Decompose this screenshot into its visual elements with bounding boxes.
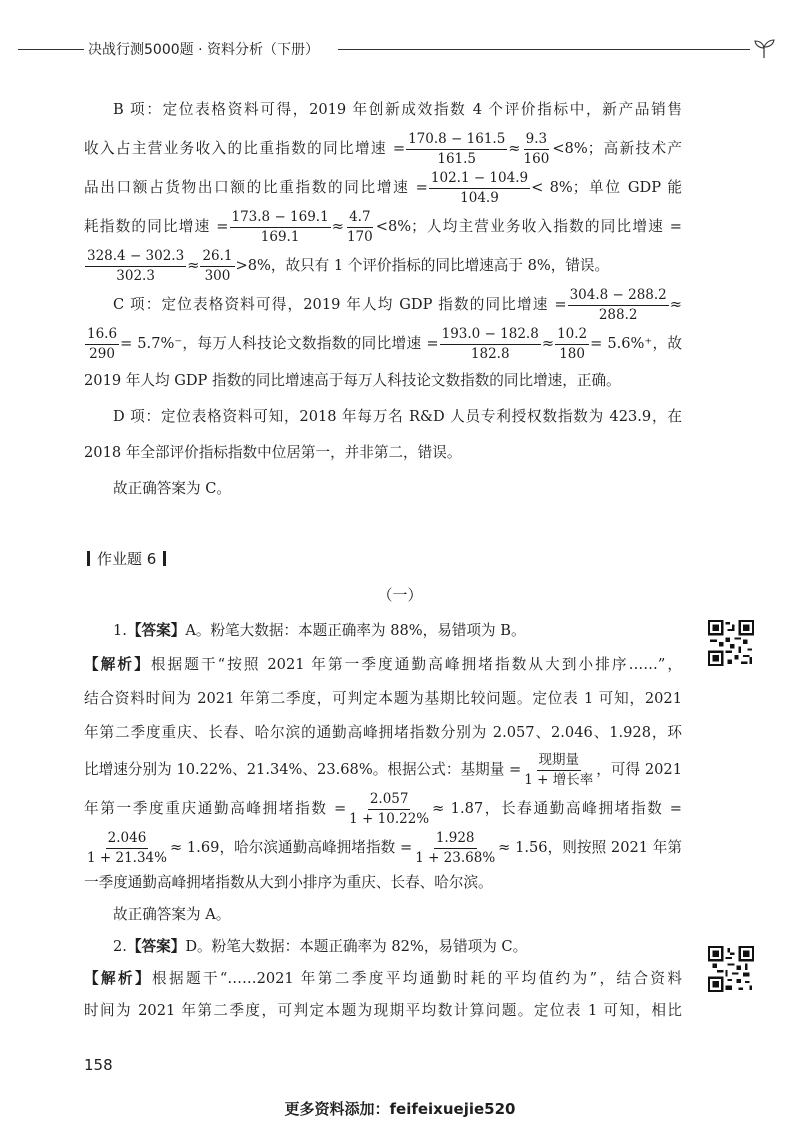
answer-line: 2.【答案】D。粉笔大数据：本题正确率为 82%，易错项为 C。: [113, 938, 528, 955]
paragraph-line: 品出口额占货物出口额的比重指数的同比增速 = $\frac{102.1 - 104.9}{104.9}$ < 8%；单位 GDP 能: [84, 170, 682, 206]
fraction: $\frac{4.7}{170}$: [346, 209, 373, 245]
fraction: $\frac{9.3}{160}$: [523, 131, 550, 167]
fraction: $\frac{2.046}{1 + 21.34\%}$: [87, 830, 167, 866]
paragraph-line: 2018 年全部评价指标指数中位居第一，并非第二，错误。: [84, 444, 462, 461]
conclusion: 故正确答案为 C。: [113, 480, 231, 497]
fraction: $\frac{102.1 - 104.9}{104.9}$: [430, 170, 529, 206]
paragraph-line: 时间为 2021 年第二季度，可判定本题为现期平均数计算问题。定位表 1 可知，相比: [84, 1002, 682, 1019]
paragraph-line: 【解析】根据题干“……2021 年第二季度平均通勤时耗的平均值约为”，结合资料: [84, 970, 682, 987]
paragraph-line: C 项：定位表格资料可得，2019 年人均 GDP 指数的同比增速 = $\frac{304.8 - 288.2}{288.2}$ ≈: [113, 287, 682, 323]
question-1: [84, 614, 682, 1027]
footer-note: 更多资料添加：feifeixuejie520: [284, 1100, 516, 1118]
option-c-analysis: [84, 285, 682, 399]
paragraph-line: $\frac{328.4 - 302.3}{302.3}$ ≈ $\frac{26.1}{300}$ >8%，故只有 1 个评价指标的同比增速高于 8%，错误。: [87, 248, 610, 284]
paragraph-line: D 项：定位表格资料可知，2018 年每万名 R&D 人员专利授权数指数为 423.9，在: [113, 408, 682, 425]
paragraph-line: B 项：定位表格资料可得，2019 年创新成效指数 4 个评价指标中，新产品销售: [113, 101, 682, 118]
subsection-title: （一）: [377, 586, 423, 604]
title-bar-right: [163, 551, 166, 566]
qr-code-icon[interactable]: [708, 620, 754, 666]
paragraph-line: 耗指数的同比增速 = $\frac{173.8 - 169.1}{169.1}$ ≈ $\frac{4.7}{170}$ <8%；人均主营业务收入指数的同比增速 =: [84, 209, 683, 245]
fraction: $\frac{10.2}{180}$: [557, 326, 588, 362]
paragraph-line: 年第一季度重庆通勤高峰拥堵指数 = $\frac{2.057}{1 + 10.22\%}$ ≈ 1.87，长春通勤高峰拥堵指数 =: [84, 791, 682, 827]
page-number: 158: [84, 1056, 113, 1074]
header-rule-right: [338, 49, 750, 50]
paragraph-line: $\frac{2.046}{1 + 21.34\%}$ ≈ 1.69，哈尔滨通勤高峰拥堵指数 = $\frac{1.928}{1 + 23.68\%}$ ≈ 1.56，则按照 2021 年第: [87, 830, 683, 866]
paragraph-line: 一季度通勤高峰拥堵指数从大到小排序为重庆、长春、哈尔滨。: [84, 874, 493, 891]
fraction: $\frac{\text{现期量}}{\text{1 + 增长率}}$: [524, 752, 594, 788]
qr-code-icon[interactable]: [708, 946, 754, 992]
section-title: 作业题 6: [80, 548, 173, 569]
sprout-icon: [752, 36, 776, 60]
answer-line: 1.【答案】A。粉笔大数据：本题正确率为 88%，易错项为 B。: [113, 622, 526, 639]
header-rule-left: [18, 49, 84, 50]
paragraph-line: 年第二季度重庆、长春、哈尔滨的通勤高峰拥堵指数分别为 2.057、2.046、1.928，环: [84, 724, 682, 741]
fraction: $\frac{328.4 - 302.3}{302.3}$: [87, 248, 185, 284]
fraction: $\frac{1.928}{1 + 23.68\%}$: [415, 830, 496, 866]
conclusion: 故正确答案为 A。: [113, 906, 231, 923]
paragraph-line: 比增速分别为 10.22%、21.34%、23.68%。根据公式：基期量 = $\frac{\text{现期量}}{\text{1 + 增长率}}$ ，可得 2021: [84, 752, 682, 788]
running-header: [18, 38, 782, 62]
answer-body: [84, 90, 682, 507]
paragraph-line: $\frac{16.6}{290}$ = 5.7%⁻，每万人科技论文数指数的同比增速 = $\frac{193.0 - 182.8}{182.8}$ ≈ $\frac{10.2}{180}$ = 5.6%⁺，故: [87, 326, 682, 362]
fraction: $\frac{2.057}{1 + 10.22\%}$: [349, 791, 430, 827]
fraction: $\frac{16.6}{290}$: [87, 326, 118, 362]
paragraph-line: 【解析】根据题干“按照 2021 年第一季度通勤高峰拥堵指数从大到小排序……”，: [84, 656, 682, 673]
option-d-analysis: [84, 399, 682, 507]
fraction: $\frac{170.8 - 161.5}{161.5}$: [408, 131, 506, 167]
paragraph-line: 结合资料时间为 2021 年第二季度，可判定本题为基期比较问题。定位表 1 可知，2021: [84, 690, 682, 707]
header-title: 决战行测5000题 · 资料分析（下册）: [88, 42, 319, 58]
fraction: $\frac{26.1}{300}$: [202, 248, 233, 284]
option-b-analysis: [84, 90, 682, 285]
fraction: $\frac{193.0 - 182.8}{182.8}$: [441, 326, 539, 362]
paragraph-line: 收入占主营业务收入的比重指数的同比增速 = $\frac{170.8 - 161.5}{161.5}$ ≈ $\frac{9.3}{160}$ <8%；高新技术产: [84, 131, 682, 167]
title-bar-left: [87, 551, 90, 566]
paragraph-line: 2019 年人均 GDP 指数的同比增速高于每万人科技论文数指数的同比增速，正确。: [84, 372, 621, 389]
fraction: $\frac{173.8 - 169.1}{169.1}$: [231, 209, 329, 245]
fraction: $\frac{304.8 - 288.2}{288.2}$: [569, 287, 667, 323]
